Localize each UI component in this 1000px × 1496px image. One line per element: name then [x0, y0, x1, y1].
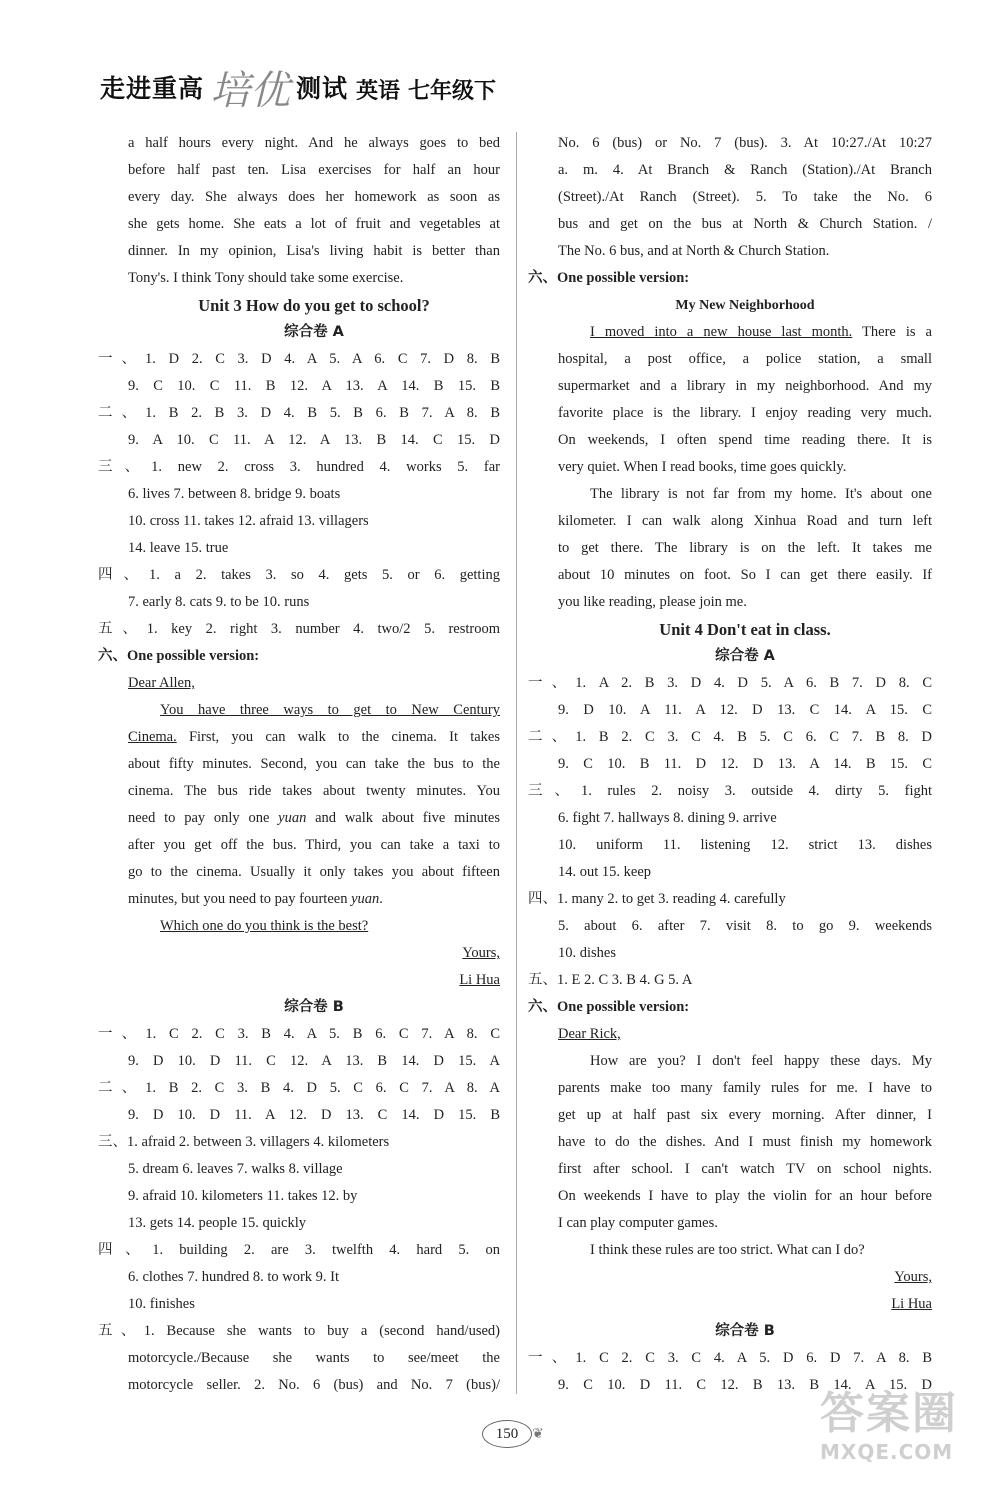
subject-label: 英语	[356, 79, 401, 104]
unit-heading: Unit 4 Don't eat in class.	[659, 620, 831, 639]
answer-row: 10. uniform 11. listening 12. strict 13. dishes	[558, 837, 932, 853]
answer-row: 9. C 10. B 11. D 12. D 13. A 14. B 15. C	[558, 756, 932, 772]
right-column	[528, 130, 932, 1399]
section-heading: 综合卷 B	[284, 999, 344, 1015]
calligraphy-logo: 培优	[210, 68, 291, 114]
letter-greeting: Dear Rick,	[558, 1026, 621, 1042]
answer-row: 10. finishes	[128, 1296, 195, 1312]
answer-row: 9. D 10. D 11. C 12. A 13. B 14. D 15. A	[128, 1053, 500, 1069]
answer-row: 10. cross 11. takes 12. afraid 13. villagers	[128, 513, 369, 529]
answer-row: 6. fight 7. hallways 8. dining 9. arrive	[558, 810, 777, 826]
book-header	[100, 55, 497, 114]
answer-row: 五、1. key 2. right 3. number 4. two/2 5. restroom	[98, 621, 500, 637]
answer-row: 一、1. C 2. C 3. C 4. A 5. D 6. D 7. A 8. B	[528, 1350, 932, 1366]
text-line: Cinema. First, you can walk to the cinema. It takes	[128, 729, 500, 745]
answer-row: No. 6 (bus) or No. 7 (bus). 3. At 10:27./At 10:27	[558, 135, 932, 151]
text-line: about fifty minutes. Second, you can take the bus to the	[128, 756, 500, 772]
text-line: after you get off the bus. Third, you can take a taxi to	[128, 837, 500, 853]
version-label: 六、One possible version:	[528, 270, 690, 286]
text-line: a half hours every night. And he always goes to bed	[128, 135, 500, 151]
answer-row: 三、1. rules 2. noisy 3. outside 4. dirty 5. fight	[528, 783, 932, 799]
answer-row: 5. about 6. after 7. visit 8. to go 9. weekends	[558, 918, 932, 934]
answer-row: 五、1. Because she wants to buy a (second hand/used)	[98, 1323, 500, 1339]
leaf-ornament-icon: ❦	[532, 1427, 544, 1442]
letter-greeting: Dear Allen,	[128, 675, 195, 691]
answer-row: 6. lives 7. between 8. bridge 9. boats	[128, 486, 341, 502]
letter-closing: Yours,	[894, 1269, 932, 1285]
text-line: hospital, a post office, a police station, a small	[558, 351, 932, 367]
answer-row: a. m. 4. At Branch & Ranch (Station)./At Branch	[558, 162, 932, 178]
text-line: before half past ten. Lisa exercises for half an hour	[128, 162, 500, 178]
book-series-title: 走进重高	[100, 74, 205, 103]
text-line: supermarket and a library in my neighborhood. And my	[558, 378, 932, 394]
section-heading: 综合卷 A	[284, 324, 344, 340]
answer-row: 四、1. a 2. takes 3. so 4. gets 5. or 6. getting	[98, 567, 500, 583]
answer-row: 二、1. B 2. C 3. C 4. B 5. C 6. C 7. B 8. D	[528, 729, 932, 745]
answer-row: bus and get on the bus at North & Church Station. /	[558, 216, 932, 232]
text-line: favorite place is the library. I enjoy reading very much.	[558, 405, 932, 421]
version-label: 六、One possible version:	[98, 648, 260, 664]
text-line: I think these rules are too strict. What can I do?	[590, 1242, 865, 1258]
text-line: about 10 minutes on foot. So I can get there easily. If	[558, 567, 932, 583]
answer-row: 三、1. new 2. cross 3. hundred 4. works 5. far	[98, 459, 500, 475]
answer-row: 9. D 10. D 11. A 12. D 13. C 14. D 15. B	[128, 1107, 500, 1123]
text-line: Tony's. I think Tony should take some exercise.	[128, 270, 404, 286]
page-number: 150	[482, 1420, 532, 1448]
text-line: You have three ways to get to New Century	[160, 702, 500, 718]
text-line: have to do the dishes. And I must finish my homework	[558, 1134, 932, 1150]
left-column	[98, 130, 500, 1399]
text-line: she gets home. She eats a lot of fruit and vegetables at	[128, 216, 500, 232]
answer-row: 9. C 10. D 11. C 12. B 13. B 14. A 15. D	[558, 1377, 932, 1393]
answer-row: 五、1. E 2. C 3. B 4. G 5. A	[528, 972, 693, 988]
text-line: cinema. The bus ride takes about twenty minutes. You	[128, 783, 500, 799]
answer-row: 一、1. D 2. C 3. D 4. A 5. A 6. C 7. D 8. B	[98, 351, 500, 367]
unit-heading: Unit 3 How do you get to school?	[198, 296, 430, 315]
text-line: minutes, but you need to pay fourteen yuan.	[128, 891, 383, 907]
answer-row: 14. out 15. keep	[558, 864, 652, 880]
text-line: go to the cinema. Usually it only takes you about fifteen	[128, 864, 500, 880]
answer-row: 6. clothes 7. hundred 8. to work 9. It	[128, 1269, 340, 1285]
section-heading: 综合卷 A	[715, 648, 775, 664]
watermark-logo	[820, 1388, 990, 1486]
column-divider	[516, 132, 517, 1394]
answer-row: 二、1. B 2. B 3. D 4. B 5. B 6. B 7. A 8. B	[98, 405, 500, 421]
answer-row: (Street)./At Ranch (Street). 5. To take the No. 6	[558, 189, 932, 205]
answer-row: 三、1. afraid 2. between 3. villagers 4. kilometers	[98, 1134, 390, 1150]
text-line: parents make too many family rules for me. I have to	[558, 1080, 932, 1096]
letter-signature: Li Hua	[891, 1296, 932, 1312]
answer-row: 一、1. A 2. B 3. D 4. D 5. A 6. B 7. D 8. C	[528, 675, 932, 691]
answer-row: motorcycle./Because she wants to see/meet the	[128, 1350, 500, 1366]
text-line: dinner. In my opinion, Lisa's living habit is better than	[128, 243, 500, 259]
text-line: Which one do you think is the best?	[160, 918, 369, 934]
section-heading: 综合卷 B	[715, 1323, 775, 1339]
answer-row: 7. early 8. cats 9. to be 10. runs	[128, 594, 310, 610]
text-line: very quiet. When I read books, time goes quickly.	[558, 459, 847, 475]
text-line: I can play computer games.	[558, 1215, 718, 1231]
answer-row: 5. dream 6. leaves 7. walks 8. village	[128, 1161, 343, 1177]
answer-row: 14. leave 15. true	[128, 540, 229, 556]
answer-row: 9. C 10. C 11. B 12. A 13. A 14. B 15. B	[128, 378, 500, 394]
text-line: kilometer. I can walk along Xinhua Road and turn left	[558, 513, 932, 529]
answer-row: 四、1. building 2. are 3. twelfth 4. hard 5. on	[98, 1242, 500, 1258]
answer-row: 一、1. C 2. C 3. B 4. A 5. B 6. C 7. A 8. C	[98, 1026, 500, 1042]
answer-row: 9. D 10. A 11. A 12. D 13. C 14. A 15. C	[558, 702, 932, 718]
answer-row: The No. 6 bus, and at North & Church Station.	[558, 243, 830, 259]
watermark-text: 答案圈	[820, 1388, 958, 1439]
answer-row: motorcycle seller. 2. No. 6 (bus) and No. 7 (bus)/	[128, 1377, 500, 1393]
text-line: every day. She always does her homework as soon as	[128, 189, 500, 205]
text-line: On weekends, I often spend time reading there. It is	[558, 432, 932, 448]
text-line: need to pay only one yuan and walk about five minutes	[128, 810, 500, 826]
letter-signature: Li Hua	[459, 972, 500, 988]
answer-row: 二、1. B 2. C 3. B 4. D 5. C 6. C 7. A 8. A	[98, 1080, 500, 1096]
answer-row: 四、1. many 2. to get 3. reading 4. carefully	[528, 891, 786, 907]
watermark-url: MXQE.COM	[820, 1440, 954, 1464]
book-series-title-2: 测试	[296, 74, 349, 103]
text-line: The library is not far from my home. It's about one	[590, 486, 932, 502]
essay-title: My New Neighborhood	[675, 298, 815, 313]
grade-label: 七年级下	[408, 79, 497, 104]
text-line: first after school. I can't watch TV on school nights.	[558, 1161, 932, 1177]
answer-row: 13. gets 14. people 15. quickly	[128, 1215, 307, 1231]
answer-row: 9. afraid 10. kilometers 11. takes 12. by	[128, 1188, 358, 1204]
text-line: you like reading, please join me.	[558, 594, 747, 610]
text-line: How are you? I don't feel happy these days. My	[590, 1053, 932, 1069]
text-line: to get there. The library is on the left. It takes me	[558, 540, 932, 556]
version-label: 六、One possible version:	[528, 999, 690, 1015]
answer-row: 10. dishes	[558, 945, 616, 961]
text-line: get up at half past six every morning. After dinner, I	[558, 1107, 932, 1123]
letter-closing: Yours,	[462, 945, 500, 961]
text-line: I moved into a new house last month. There is a	[590, 324, 932, 340]
answer-row: 9. A 10. C 11. A 12. A 13. B 14. C 15. D	[128, 432, 500, 448]
text-line: On weekends I have to play the violin for an hour before	[558, 1188, 932, 1204]
